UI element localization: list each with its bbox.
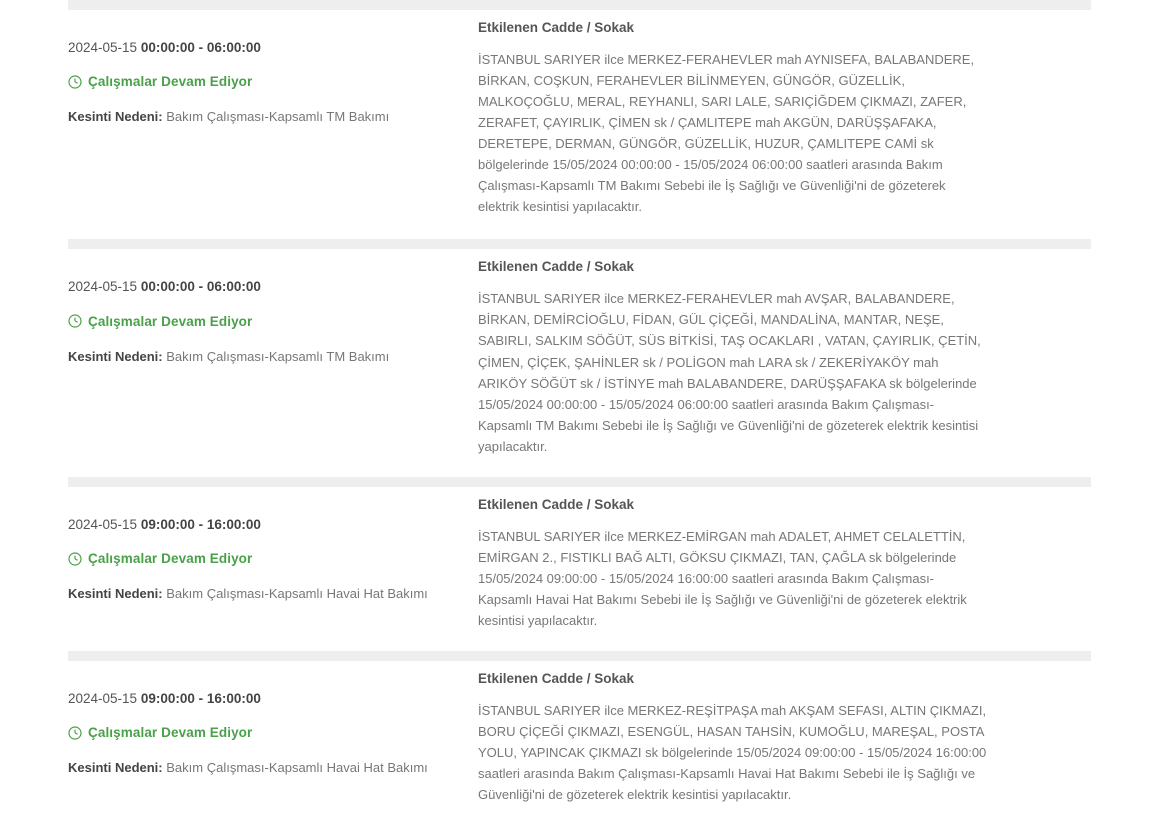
outage-row <box>0 487 1159 631</box>
outage-hours: 09:00:00 - 16:00:00 <box>140 516 261 532</box>
status-text: Çalışmalar Devam Ediyor <box>88 725 253 741</box>
outage-hours: 00:00:00 - 06:00:00 <box>140 279 261 295</box>
clock-icon <box>68 314 82 328</box>
street-title: Etkilenen Cadde / Sokak <box>478 20 635 35</box>
outage-datetime <box>68 38 468 58</box>
outage-date: 2024-05-15 <box>68 279 138 295</box>
list-divider-top <box>68 0 1091 10</box>
outage-date: 2024-05-15 <box>68 40 138 55</box>
status-badge <box>68 74 468 89</box>
outage-meta <box>68 487 478 604</box>
outage-row <box>0 10 1159 217</box>
reason-value: Bakım Çalışması-Kapsamlı Havai Hat Bakımı <box>166 586 428 601</box>
outage-datetime <box>68 689 468 709</box>
reason-label: Kesinti Nedeni: <box>68 348 163 364</box>
clock-icon <box>68 75 82 89</box>
reason-label: Kesinti Nedeni: <box>68 760 163 776</box>
outage-hours: 09:00:00 - 16:00:00 <box>140 690 261 706</box>
outage-date: 2024-05-15 <box>68 516 138 532</box>
street-title: Etkilenen Cadde / Sokak <box>478 670 635 686</box>
outage-hours: 00:00:00 - 06:00:00 <box>140 40 261 55</box>
clock-icon <box>68 552 82 566</box>
reason-value: Bakım Çalışması-Kapsamlı TM Bakımı <box>166 109 390 125</box>
outage-row <box>0 661 1159 805</box>
status-text: Çalışmalar Devam Ediyor <box>88 551 253 566</box>
status-text: Çalışmalar Devam Ediyor <box>88 313 253 329</box>
street-title: Etkilenen Cadde / Sokak <box>478 259 635 275</box>
reason-value: Bakım Çalışması-Kapsamlı Havai Hat Bakımı <box>166 760 428 776</box>
reason-label: Kesinti Nedeni: <box>68 586 163 601</box>
list-bottom-spacer <box>0 805 1159 825</box>
reason-value: Bakım Çalışması-Kapsamlı TM Bakımı <box>166 348 390 364</box>
outage-meta <box>68 249 478 366</box>
outage-date: 2024-05-15 <box>68 690 138 706</box>
outage-reason <box>68 347 468 367</box>
status-text: Çalışmalar Devam Ediyor <box>88 74 253 90</box>
reason-label: Kesinti Nedeni: <box>68 109 163 125</box>
outage-meta <box>68 661 478 778</box>
list-divider <box>68 239 1091 249</box>
outage-row <box>0 249 1159 456</box>
outage-streets <box>478 487 1091 631</box>
status-badge <box>68 725 468 740</box>
outage-reason <box>68 107 468 127</box>
status-badge <box>68 551 468 566</box>
outage-streets <box>478 661 1091 805</box>
street-title: Etkilenen Cadde / Sokak <box>478 496 635 512</box>
outage-streets <box>478 10 1091 217</box>
status-badge <box>68 314 468 329</box>
street-description: İSTANBUL SARIYER ilce MERKEZ-EMİRGAN mah ADALET, AHMET CELALETTİN, EMİRGAN 2., FISTIKLI BAĞ ALTI, GÖKSU ÇIKMAZI, TAN, ÇAĞLA sk bölgelerinde 15/05/2024 09:00:00 - 15/05/2024 16:00:00 saatleri arasında Bakım Çalışması-Kapsamlı Havai Hat Bakımı Sebebi ile İş Sağlığı ve Güvenliği'ni de gözeterek elektrik kesintisi yapılacaktır. <box>478 528 967 628</box>
outage-reason <box>68 584 468 604</box>
outage-meta <box>68 10 478 127</box>
outage-datetime <box>68 277 468 297</box>
outage-reason <box>68 758 468 778</box>
clock-icon <box>68 726 82 740</box>
street-description: İSTANBUL SARIYER ilce MERKEZ-REŞİTPAŞA mah AKŞAM SEFASI, ALTIN ÇIKMAZI, BORU ÇİÇEĞİ ÇIKMAZI, ESENGÜL, HASAN TAHSİN, KUMOĞLU, MAREŞAL, POSTA YOLU, YAPINCAK ÇIKMAZI sk bölgelerinde 15/05/2024 09:00:00 - 15/05/2024 16:00:00 saatleri arasında Bakım Çalışması-Kapsamlı Havai Hat Bakımı Sebebi ile İş Sağlığı ve Güvenliği'ni de gözeterek elektrik kesintisi yapılacaktır. <box>478 702 987 803</box>
street-description: İSTANBUL SARIYER ilce MERKEZ-FERAHEVLER mah AVŞAR, BALABANDERE, BİRKAN, DEMİRCİOĞLU, FİDAN, GÜL ÇİÇEĞİ, MANDALİNA, MANTAR, NEŞE, SABIRLI, SALKIM SÖĞÜT, SÜS BİTKİSİ, TAŞ OCAKLARI , VATAN, ÇAYIRLIK, ÇETİN, ÇİMEN, ÇİÇEK, ŞAHİNLER sk / POLİGON mah LARA sk / ZEKERİYAKÖY mah ARIKÖY SÖĞÜT sk / İSTİNYE mah BALABANDERE, DARÜŞŞAFAKA sk bölgelerinde 15/05/2024 00:00:00 - 15/05/2024 06:00:00 saatleri arasında Bakım Çalışması-Kapsamlı TM Bakımı Sebebi ile İş Sağlığı ve Güvenliği'ni de gözeterek elektrik kesintisi yapılacaktır. <box>478 291 981 454</box>
outage-datetime <box>68 515 468 535</box>
list-divider <box>68 651 1091 661</box>
street-description: İSTANBUL SARIYER ilce MERKEZ-FERAHEVLER mah AYNISEFA, BALABANDERE, BİRKAN, COŞKUN, FERAHEVLER BİLİNMEYEN, GÜNGÖR, GÜZELLİK, MALKOÇOĞLU, MERAL, REYHANLI, SARI LALE, SARIÇİĞDEM ÇIKMAZI, ZAFER, ZERAFET, ÇAYIRLIK, ÇİMEN sk / ÇAMLITEPE mah AKGÜN, DARÜŞŞAFAKA, DERETEPE, DERMAN, GÜNGÖR, GÜZELLİK, HUZUR, ÇAMLITEPE CAMİ sk bölgelerinde 15/05/2024 00:00:00 - 15/05/2024 06:00:00 saatleri arasında Bakım Çalışması-Kapsamlı TM Bakımı Sebebi ile İş Sağlığı ve Güvenliği'ni de gözeterek elektrik kesintisi yapılacaktır. <box>478 52 975 215</box>
list-divider <box>68 477 1091 487</box>
outage-streets <box>478 249 1091 456</box>
